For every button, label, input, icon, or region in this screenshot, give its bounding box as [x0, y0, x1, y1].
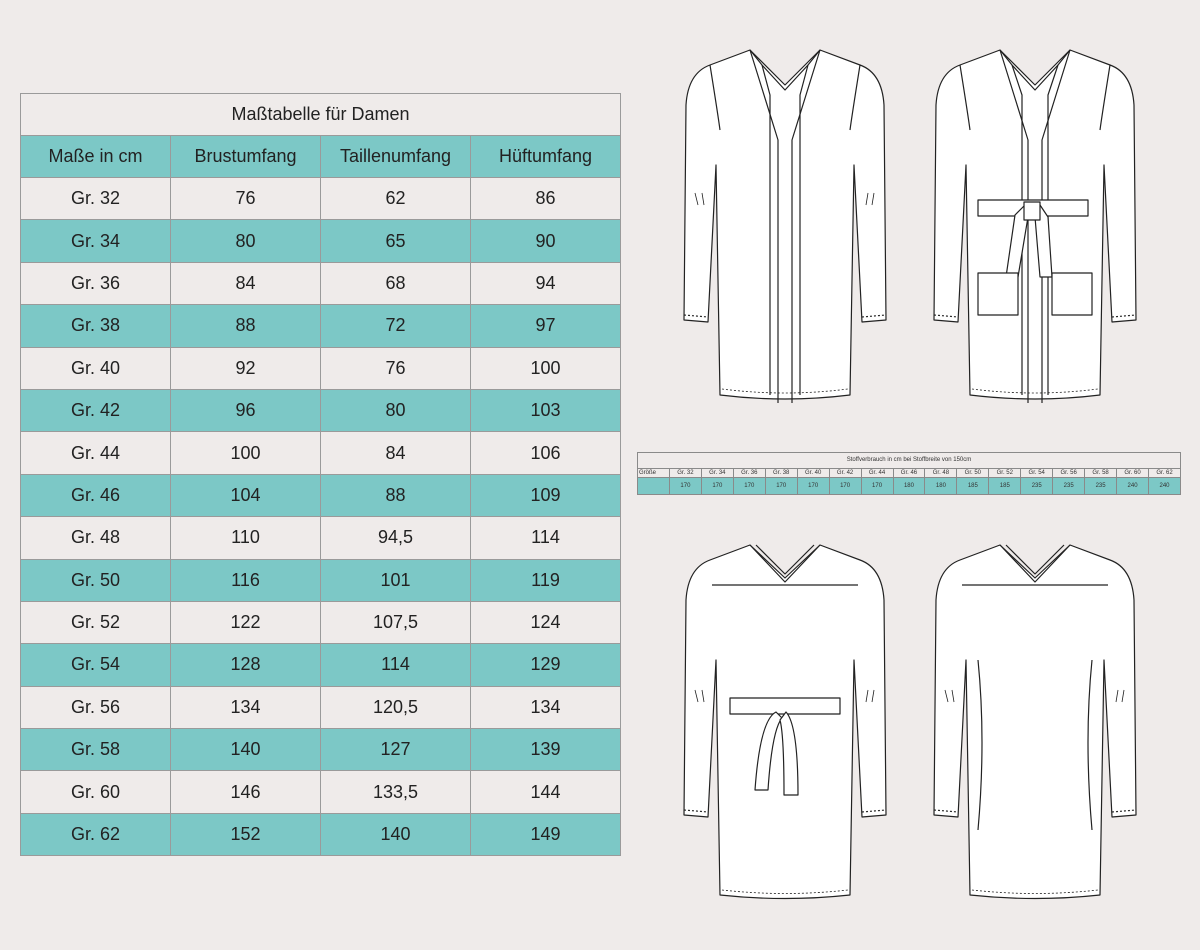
table-cell: 110	[171, 517, 321, 559]
table-cell: 88	[321, 474, 471, 516]
fabric-value-cell: 235	[1021, 478, 1053, 495]
fabric-value-cell: 170	[733, 478, 765, 495]
fabric-size-cell: Gr. 54	[1021, 469, 1053, 478]
fabric-size-cell: Gr. 44	[861, 469, 893, 478]
table-row	[21, 813, 621, 855]
fabric-value-cell: 180	[925, 478, 957, 495]
table-row	[21, 305, 621, 347]
table-cell: Gr. 62	[21, 813, 171, 855]
front-view-belted-sketch	[930, 45, 1140, 410]
fabric-table	[637, 452, 1181, 495]
table-cell: Gr. 54	[21, 644, 171, 686]
table-cell: 76	[321, 347, 471, 389]
table-cell: 84	[321, 432, 471, 474]
fabric-value-cell: 185	[989, 478, 1021, 495]
fabric-size-cell: Gr. 60	[1117, 469, 1149, 478]
table-cell: 120,5	[321, 686, 471, 728]
table-cell: 116	[171, 559, 321, 601]
table-cell: 80	[171, 220, 321, 262]
table-cell: 122	[171, 601, 321, 643]
fabric-value-cell: 170	[829, 478, 861, 495]
table-cell: 124	[471, 601, 621, 643]
table-cell: 94	[471, 262, 621, 304]
table-cell: 100	[171, 432, 321, 474]
size-table-title: Maßtabelle für Damen	[21, 94, 621, 136]
fabric-size-cell: Gr. 52	[989, 469, 1021, 478]
fabric-value-cell: 170	[701, 478, 733, 495]
table-cell: 134	[471, 686, 621, 728]
table-cell: Gr. 52	[21, 601, 171, 643]
table-cell: 134	[171, 686, 321, 728]
table-cell: 76	[171, 178, 321, 220]
table-cell: 86	[471, 178, 621, 220]
fabric-table-blank-cell	[638, 478, 670, 495]
table-cell: Gr. 48	[21, 517, 171, 559]
table-row	[21, 262, 621, 304]
table-row	[21, 771, 621, 813]
table-cell: 127	[321, 729, 471, 771]
table-cell: Gr. 58	[21, 729, 171, 771]
fabric-value-cell: 170	[669, 478, 701, 495]
size-table	[20, 93, 621, 856]
table-cell: 101	[321, 559, 471, 601]
table-cell: 107,5	[321, 601, 471, 643]
table-row	[21, 601, 621, 643]
fabric-size-cell: Gr. 32	[669, 469, 701, 478]
table-cell: 128	[171, 644, 321, 686]
table-cell: 129	[471, 644, 621, 686]
table-row	[21, 559, 621, 601]
table-cell: Gr. 50	[21, 559, 171, 601]
table-cell: Gr. 36	[21, 262, 171, 304]
table-row	[21, 644, 621, 686]
fabric-value-cell: 170	[797, 478, 829, 495]
table-cell: Gr. 40	[21, 347, 171, 389]
table-cell: 103	[471, 389, 621, 431]
fabric-table-size-row	[638, 469, 1181, 478]
table-cell: 106	[471, 432, 621, 474]
fabric-table-value-row	[638, 478, 1181, 495]
table-cell: Gr. 44	[21, 432, 171, 474]
fabric-size-cell: Gr. 48	[925, 469, 957, 478]
table-cell: 146	[171, 771, 321, 813]
fabric-size-cell: Gr. 42	[829, 469, 861, 478]
fabric-size-cell: Gr. 58	[1085, 469, 1117, 478]
table-cell: 96	[171, 389, 321, 431]
table-cell: 114	[471, 517, 621, 559]
table-cell: 139	[471, 729, 621, 771]
table-row	[21, 432, 621, 474]
back-view-belted-sketch	[680, 540, 890, 905]
table-cell: 152	[171, 813, 321, 855]
fabric-size-cell: Gr. 62	[1149, 469, 1181, 478]
table-row	[21, 686, 621, 728]
back-view-plain-sketch	[930, 540, 1140, 905]
table-cell: Gr. 46	[21, 474, 171, 516]
front-view-open-sketch	[680, 45, 890, 410]
table-row	[21, 474, 621, 516]
table-cell: 97	[471, 305, 621, 347]
size-table-header-cell: Taillenumfang	[321, 136, 471, 178]
fabric-value-cell: 235	[1053, 478, 1085, 495]
table-cell: 140	[321, 813, 471, 855]
fabric-value-cell: 180	[893, 478, 925, 495]
table-cell: 80	[321, 389, 471, 431]
table-cell: 92	[171, 347, 321, 389]
table-cell: 72	[321, 305, 471, 347]
table-cell: 114	[321, 644, 471, 686]
table-cell: 104	[171, 474, 321, 516]
table-cell: Gr. 60	[21, 771, 171, 813]
fabric-value-cell: 170	[765, 478, 797, 495]
table-cell: 144	[471, 771, 621, 813]
fabric-value-cell: 240	[1117, 478, 1149, 495]
table-cell: 100	[471, 347, 621, 389]
size-table-header-cell: Brustumfang	[171, 136, 321, 178]
table-cell: 140	[171, 729, 321, 771]
fabric-value-cell: 185	[957, 478, 989, 495]
fabric-table-title: Stoffverbrauch in cm bei Stoffbreite von 150cm	[638, 453, 1181, 469]
table-cell: 68	[321, 262, 471, 304]
table-cell: 65	[321, 220, 471, 262]
table-cell: 62	[321, 178, 471, 220]
fabric-size-cell: Gr. 38	[765, 469, 797, 478]
table-cell: 84	[171, 262, 321, 304]
table-cell: 119	[471, 559, 621, 601]
table-row	[21, 389, 621, 431]
table-cell: Gr. 34	[21, 220, 171, 262]
table-cell: Gr. 32	[21, 178, 171, 220]
size-table-header-cell: Maße in cm	[21, 136, 171, 178]
size-table-header-cell: Hüftumfang	[471, 136, 621, 178]
fabric-value-cell: 235	[1085, 478, 1117, 495]
table-cell: Gr. 38	[21, 305, 171, 347]
table-cell: Gr. 56	[21, 686, 171, 728]
table-cell: 109	[471, 474, 621, 516]
table-cell: 149	[471, 813, 621, 855]
fabric-size-cell: Gr. 56	[1053, 469, 1085, 478]
table-row	[21, 729, 621, 771]
table-cell: 94,5	[321, 517, 471, 559]
table-cell: 88	[171, 305, 321, 347]
fabric-size-cell: Gr. 34	[701, 469, 733, 478]
fabric-size-cell: Gr. 50	[957, 469, 989, 478]
table-row	[21, 220, 621, 262]
table-row	[21, 517, 621, 559]
table-cell: Gr. 42	[21, 389, 171, 431]
fabric-table-label: Größe	[638, 469, 670, 478]
table-row	[21, 178, 621, 220]
fabric-size-cell: Gr. 40	[797, 469, 829, 478]
size-table-header-row	[21, 136, 621, 178]
table-cell: 133,5	[321, 771, 471, 813]
fabric-value-cell: 170	[861, 478, 893, 495]
fabric-size-cell: Gr. 46	[893, 469, 925, 478]
fabric-size-cell: Gr. 36	[733, 469, 765, 478]
size-table-body	[21, 178, 621, 856]
table-row	[21, 347, 621, 389]
fabric-value-cell: 240	[1149, 478, 1181, 495]
table-cell: 90	[471, 220, 621, 262]
